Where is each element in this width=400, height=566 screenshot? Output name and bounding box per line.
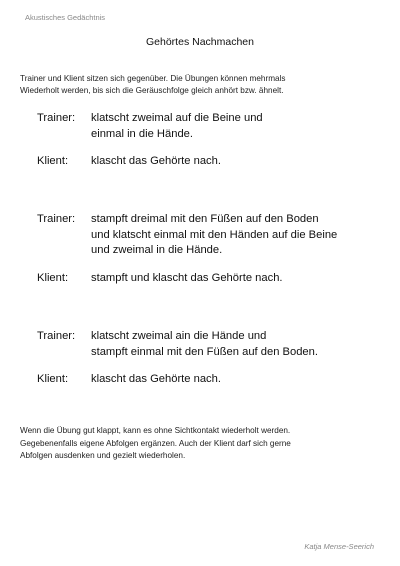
client-label: Klient: bbox=[37, 272, 69, 284]
trainer-label: Trainer: bbox=[37, 213, 76, 225]
exercise-3-client bbox=[37, 372, 221, 388]
instruction-line: stampft einmal mit den Füßen auf den Boden. bbox=[91, 345, 318, 358]
intro-line: Trainer und Klient sitzen sich gegenüber. Die Übungen können mehrmals bbox=[20, 74, 286, 83]
client-instruction bbox=[37, 271, 283, 287]
instruction-line: klascht das Gehörte nach. bbox=[91, 373, 221, 385]
instruction-line: einmal in die Hände. bbox=[91, 127, 193, 140]
exercise-2-client bbox=[37, 271, 283, 287]
intro-line: Wiederholt werden, bis sich die Geräuschfolge gleich anhört bzw. ähnelt. bbox=[20, 85, 284, 95]
intro-paragraph bbox=[20, 73, 380, 96]
client-label: Klient: bbox=[37, 155, 69, 167]
instruction-line: klatscht zweimal ain die Hände und bbox=[91, 330, 267, 342]
exercise-1 bbox=[37, 111, 263, 142]
closing-line: Wenn die Übung gut klappt, kann es ohne Sichtkontakt wiederholt werden. bbox=[20, 426, 291, 435]
page-title: Gehörtes Nachmachen bbox=[146, 36, 254, 48]
closing-paragraph bbox=[20, 425, 385, 463]
exercise-3 bbox=[37, 329, 318, 360]
exercise-2 bbox=[37, 212, 337, 259]
trainer-instruction bbox=[37, 329, 318, 360]
trainer-label: Trainer: bbox=[37, 330, 76, 342]
author-credit: Katja Mense-Seerich bbox=[304, 542, 374, 551]
exercise-1-client bbox=[37, 154, 221, 170]
instruction-line: klascht das Gehörte nach. bbox=[91, 155, 221, 167]
client-instruction bbox=[37, 372, 221, 388]
header-label: Akustisches Gedächtnis bbox=[25, 13, 106, 22]
instruction-line: klatscht zweimal auf die Beine und bbox=[91, 112, 263, 124]
trainer-label: Trainer: bbox=[37, 112, 76, 124]
trainer-instruction bbox=[37, 212, 337, 259]
instruction-line: und klatscht einmal mit den Händen auf die Beine bbox=[91, 228, 338, 241]
client-label: Klient: bbox=[37, 373, 69, 385]
trainer-instruction bbox=[37, 111, 263, 142]
closing-line: Abfolgen ausdenken und gezielt wiederholen. bbox=[20, 451, 186, 460]
instruction-line: stampft und klascht das Gehörte nach. bbox=[91, 272, 283, 284]
instruction-line: stampft dreimal mit den Füßen auf den Boden bbox=[91, 213, 319, 225]
closing-line: Gegebenenfalls eigene Abfolgen ergänzen. Auch der Klient darf sich gerne bbox=[20, 438, 291, 448]
instruction-line: und zweimal in die Hände. bbox=[91, 244, 223, 256]
client-instruction bbox=[37, 154, 221, 170]
